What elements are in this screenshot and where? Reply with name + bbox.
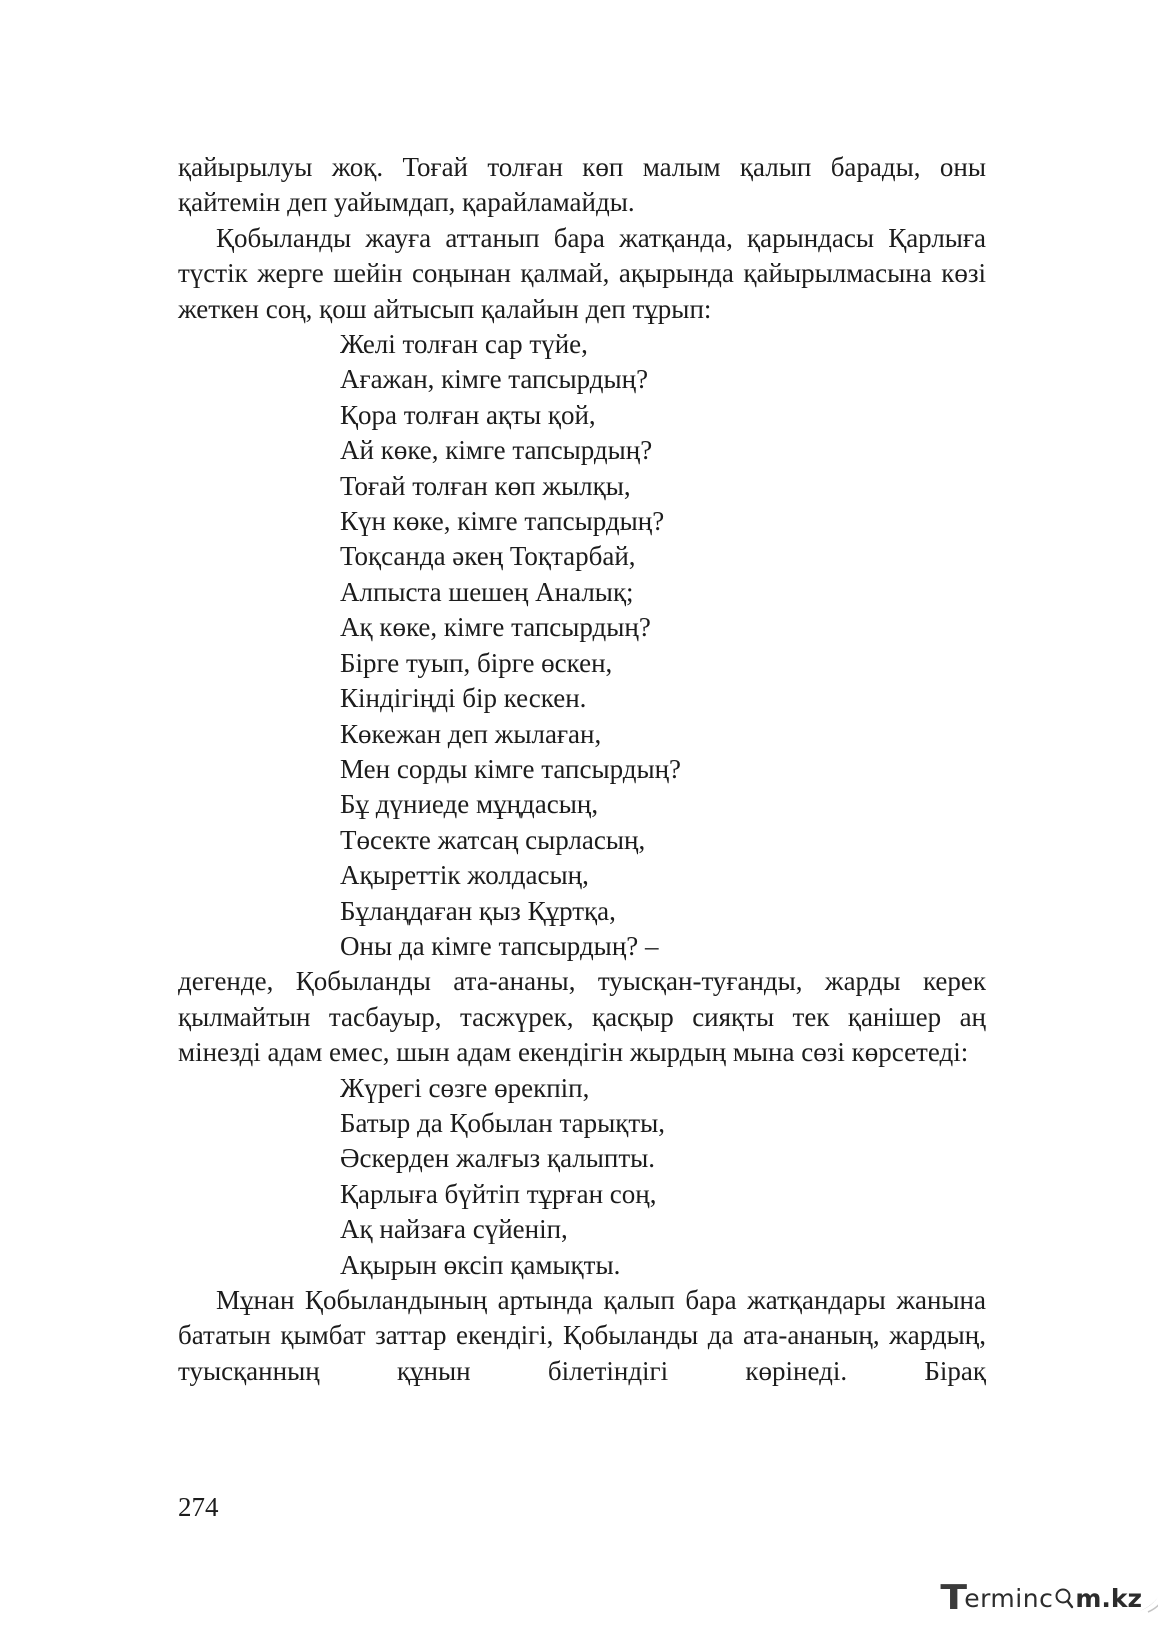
page-number: 274 <box>178 1492 219 1522</box>
swoosh-icon <box>1138 1582 1158 1614</box>
verse-block <box>178 1071 986 1283</box>
verse-line: Бұ дүниеде мұңдасың, <box>340 789 599 820</box>
paragraph: дегенде, Қобыланды ата-ананы, туысқан-туғанды, жарды керек қылмайтын тасбауыр, тасжүрек, қасқыр сияқты тек қанішер аң мінезді адам емес, шын адам екендігін жырдың мына сөзі көрсетеді: <box>178 966 986 1068</box>
logo-text-end: m.kz <box>1075 1583 1143 1613</box>
verse-block <box>178 327 986 964</box>
verse-line: Әскерден жалғыз қалыпты. <box>340 1143 656 1174</box>
verse-line: Ақ найзаға сүйеніп, <box>340 1214 568 1245</box>
verse-line: Мен сорды кімге тапсырдың? <box>340 753 682 784</box>
verse-line: Бұлаңдаған қыз Құртқа, <box>340 895 616 926</box>
paragraph: Қобыланды жауға аттанып бара жатқанда, қарындасы Қарлығa түстік жерге шейін соңынан қалмай, ақырында қайырылмасына көзі жеткен соң, қош айтысып қалайын деп тұрып: <box>178 222 986 324</box>
verse-line: Алпыста шешең Аналық; <box>340 576 634 607</box>
verse-line: Желі толған сар түйе, <box>340 329 588 360</box>
verse-line: Бірге туып, бірге өскен, <box>340 647 613 678</box>
verse-line: Тоқсанда әкең Тоқтарбай, <box>340 541 636 572</box>
verse-line: Қора толған ақты қой, <box>340 399 596 430</box>
verse-line: Төсекте жатсаң сырласың, <box>340 824 646 855</box>
verse-line: Күн көке, кімге тапсырдың? <box>340 506 665 537</box>
page-body <box>178 150 986 1389</box>
logo-text: erminc <box>964 1583 1054 1613</box>
paragraph: Мұнан Қобыландының артында қалып бара жатқандары жанына бататын қымбат заттар екендігі, Қобыланды да ата-ананың, жардың, туысқанның құнын білетіндігі көрінеді. Бірақ <box>178 1285 986 1386</box>
verse-line: Ақыреттік жолдасың, <box>340 860 589 891</box>
verse-line: Тоғай толған көп жылқы, <box>340 470 631 501</box>
verse-line: Оны да кімге тапсырдың? – <box>340 930 659 961</box>
verse-line: Ай көке, кімге тапсырдың? <box>340 435 653 466</box>
magnifier-icon <box>1054 1586 1074 1610</box>
verse-line: Кіндігіңді бір кескен. <box>340 683 587 714</box>
verse-line: Қарлығa бүйтіп тұрған соң, <box>340 1178 657 1209</box>
verse-line: Ағажан, кімге тапсырдың? <box>340 364 649 395</box>
verse-line: Жүрегі сөзге өрекпіп, <box>340 1072 590 1103</box>
verse-line: Көкежан деп жылаған, <box>340 718 602 749</box>
paragraph: қайырылуы жоқ. Тоғай толған көп малым қалып барады, оны қайтемін деп уайымдап, қарайламайды. <box>178 152 986 218</box>
logo-letter: T <box>940 1578 966 1618</box>
verse-line: Батыр да Қобылан тарықты, <box>340 1107 666 1138</box>
verse-line: Ақ көке, кімге тапсырдың? <box>340 612 651 643</box>
termincom-logo <box>942 1578 1158 1618</box>
verse-line: Ақырын өксіп қамықты. <box>340 1249 621 1280</box>
